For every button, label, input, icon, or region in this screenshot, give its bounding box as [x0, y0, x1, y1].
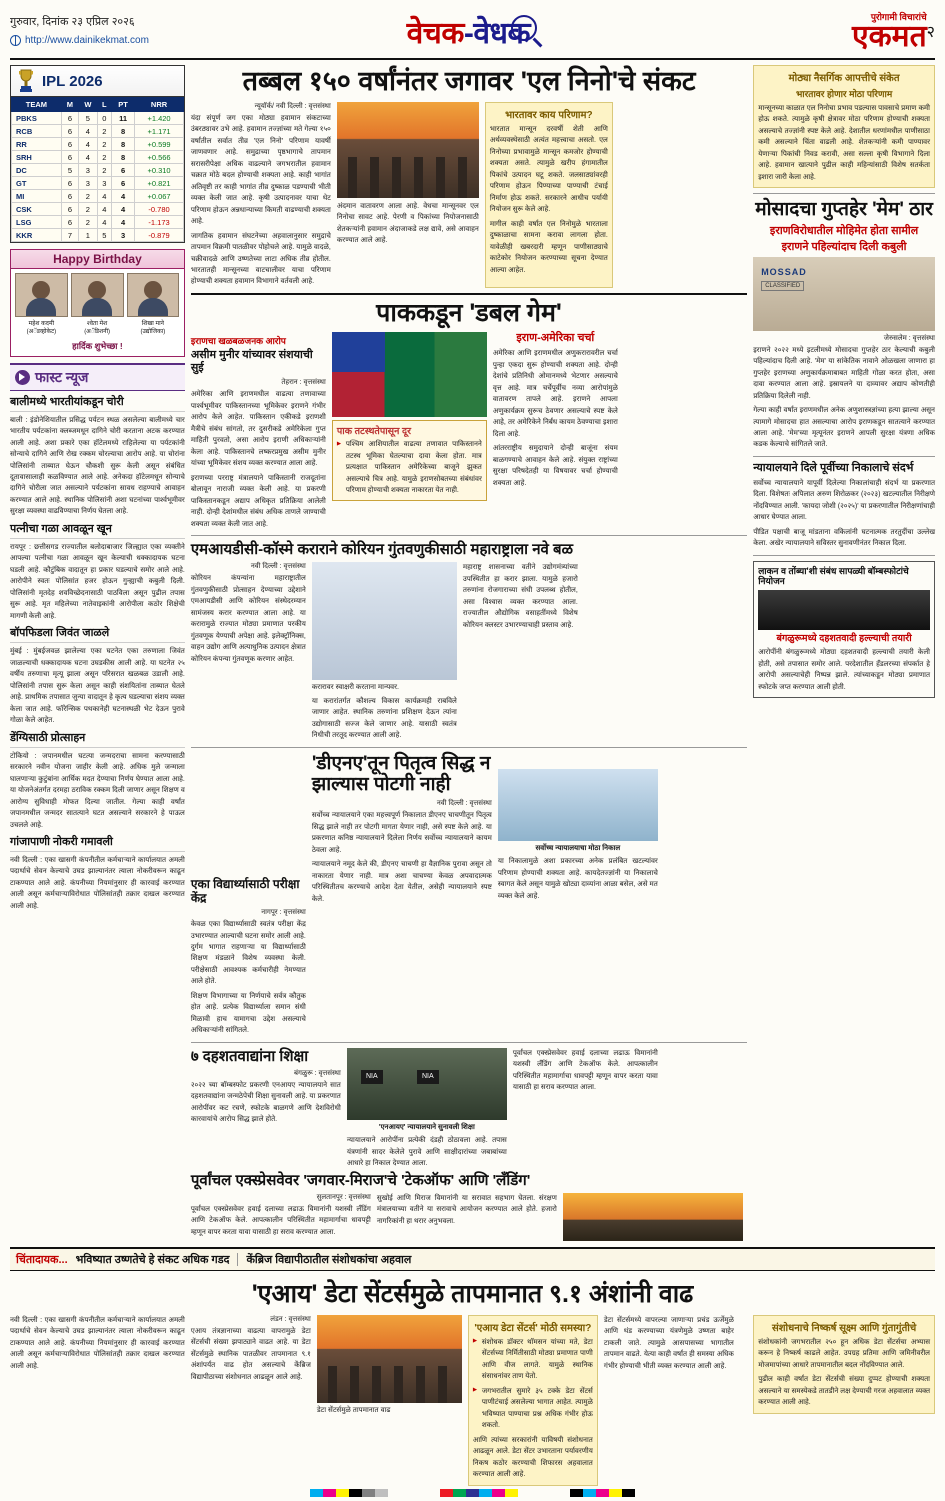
masthead-left	[10, 14, 225, 49]
color-swatch	[310, 1489, 323, 1497]
table-cell: 6	[61, 151, 78, 164]
table-cell: 3	[111, 229, 134, 242]
exam-story	[191, 753, 306, 1037]
column-right	[753, 65, 935, 1241]
news-item-title: गांजापाणी नोकरी गमावली	[10, 836, 185, 852]
terror-text: २०२२ च्या बॉम्बस्फोट प्रकरणी एनआयए न्यायालयाने सात दहशतवाद्यांना जन्मठेपेची शिक्षा सुनावली आहे. या प्रकरणात आरोपींवर कट रचणे, स्फोटके बाळगणे आणि देशविरोधी कारवायांचे आरोप सिद्ध झाले होते.	[190, 1080, 341, 1124]
lead-right-box	[753, 65, 935, 188]
news-item-text: बाली : इंडोनेशियातील प्रसिद्ध पर्यटन स्थळ असलेल्या बालीमध्ये चार भारतीय पर्यटकांना क्लब्जमधून दागिने चोरी करताना अटक करण्यात आली आहे. अशा प्रकारे एका हॉटेलमध्ये राहिलेल्या या पर्यटकांनी सोन्याचे दागिने आणि रोख रक्कम चोरल्याचा आरोप आहे. या चोरांना पोलिसांनी ताब्यात घेऊन चौकशी सुरू केली असून संबंधित दूतावासालाही कळविण्यात आले आहे. अनेकदा हॉटेलमधून सोन्याचे दागिने चोरीला जात असल्याने पर्यटकांना सावध राहण्याचे आवाहन करण्यात आले आहे. स्थानिक पोलिसांनी अशा घटनांच्या पार्श्वभूमीवर सुरक्षा व्यवस्था वाढविण्याचा निर्णय घेतला आहे.	[10, 415, 185, 516]
table-cell: 8	[111, 151, 134, 164]
color-swatch	[440, 1489, 453, 1497]
birthday-name: शिखा माने (उद्योजिका)	[140, 321, 166, 335]
expressway-story	[513, 1048, 658, 1170]
bottom-side-b2: ▶ जगभरातील सुमारे ३५ टक्के डेटा सेंटर्स पाणीटंचाई असलेल्या भागात आहेत. त्यामुळे भविष्यात पाण्याचा प्रश्न अधिक गंभीर होऊ शकतो.	[473, 1386, 593, 1432]
color-swatch	[609, 1489, 622, 1497]
color-swatch	[362, 1489, 375, 1497]
dna-side-text: सर्वोच्च न्यायालयाने यापूर्वी दिलेल्या निकालांचाही संदर्भ या प्रकरणात दिला. विशेषतः अपिलात अरुण शिरोळकर (२०२३) खटल्यातील निरीक्षणे नोंदविण्यात आली. 'कायदा जोशी (२०२५)' या प्रकरणातील निरीक्षणांचाही आधार घेण्यात आला.	[753, 478, 935, 522]
color-swatch	[492, 1489, 505, 1497]
birthday-wish: हार्दिक शुभेच्छा !	[72, 340, 123, 351]
table-cell: 6	[111, 177, 134, 190]
lead-right-title: मोठ्या नैसर्गिक आपत्तीचे संकेत	[788, 73, 900, 84]
news-item-text: रायपूर : छत्तीसगड राज्यातील बलोदाबाजार जिल्ह्यात एका व्यक्तीने आपल्या पत्नीचा गळा आवळून खून केल्याची धक्कादायक घटना घडली आहे. कौटुंबिक वादातून हा प्रकार घडल्याचे समोर आले आहे. आरोपीने स्वतः पोलिसांत हजर होऊन गुन्ह्याची कबुली दिली. पोलिसांनी मृतदेह शवविच्छेदनासाठी पाठविला असून पुढील तपास सुरू आहे. मृत महिलेच्या नातेवाइकांनी आरोपीला कठोर शिक्षेची मागणी केली आहे.	[10, 542, 185, 620]
bottom-right-text: संशोधकांनी जगभरातील २५० हून अधिक डेटा सेंटर्सचा अभ्यास करून हे निष्कर्ष काढले आहेत. उपग्रह प्रतिमा आणि जमिनीवरील मोजमापांच्या आधारे तापमानातील बदल नोंदविण्यात आले.	[758, 1337, 930, 1369]
table-cell: 6	[61, 216, 78, 229]
terror-photo-col	[347, 1048, 507, 1170]
news-item-title: बालीमध्ये भारतीयांकडून चोरी	[10, 396, 185, 412]
page-number: २	[926, 24, 935, 41]
title-left: वेचक	[406, 16, 464, 50]
bottom-center	[191, 1315, 747, 1486]
table-cell: 2	[79, 190, 98, 203]
mossad-headline: मोसादचा गुप्तहेर 'मेम' ठार	[755, 199, 933, 221]
lead-story	[191, 67, 747, 288]
table-cell: +0.821	[135, 177, 184, 190]
mou-text-2: महाराष्ट्र शासनाच्या वतीने उद्योगमंत्र्यांच्या उपस्थितीत हा करार झाला. यामुळे हजारो तरुणांना रोजगाराच्या संधी उपलब्ध होतील, असा विश्वास व्यक्त करण्यात आला. राज्यातील औद्योगिक वसाहतींमध्ये विशेष कोरियन क्लस्टर उभारण्याचाही प्रस्ताव आहे.	[462, 563, 578, 629]
table-cell: KKR	[12, 229, 62, 242]
table-cell: PBKS	[12, 112, 62, 125]
ipl-col-header: PT	[111, 98, 134, 112]
brand-name: एकमत	[852, 20, 927, 54]
table-cell: 2	[97, 164, 111, 177]
table-cell: 7	[61, 229, 78, 242]
exp-text-body: पूर्वांचल एक्स्प्रेसवेवर हवाई दलाच्या लढाऊ विमानांनी यशस्वी लँडिंग आणि टेकऑफ केले. आपत्कालीन परिस्थितीत महामार्गाचा धावपट्टी म्हणून वापर करता यावा यासाठी हा सराव करण्यात आला.	[190, 1204, 371, 1236]
birthday-photos	[11, 269, 184, 321]
bottom-photo-caption: डेटा सेंटर्समुळे तापमानात वाढ	[316, 1405, 391, 1414]
birthday-title: Happy Birthday	[11, 250, 184, 269]
fast-news-label: फास्ट न्यूज	[35, 368, 89, 385]
dna-story	[312, 753, 492, 1037]
table-cell: 4	[97, 203, 111, 216]
pak-subhead-2: असीम मुनीर यांच्यावर संशयाची सुई	[190, 349, 313, 375]
bottom-side-text: आणि त्यांच्या सरकारांनी याविषयी संशोधनात आढळून आले. डेटा सेंटर उभारताना पर्यावरणीय निकष कठोर करण्याची शिफारस अहवालात करण्यात आली आहे.	[472, 1435, 593, 1479]
lead-sidebar-text: भारतात मान्सून दरवर्षी शेती आणि अर्थव्यवस्थेसाठी अत्यंत महत्त्वाचा असतो. एल निनोच्या प्रभावामुळे मान्सून कमजोर होण्याची शक्यता असते. त्यामुळे खरीप हंगामातील पिकांचे उत्पादन घटू शकते. जलसाठ्यांवरही परिणाम होऊन पिण्याच्या पाण्याची टंचाई निर्माण होऊ शकते. सरकारने आधीच पर्यायी नियोजन सुरू केले आहे.	[489, 124, 608, 214]
table-cell: 3	[79, 177, 98, 190]
magnifier-icon	[511, 15, 537, 41]
ipl-col-header: M	[61, 98, 78, 112]
pak-subhead: इराणचा खळबळजनक आरोप	[190, 336, 286, 347]
table-cell: +0.566	[135, 151, 184, 164]
ipl-col-header: L	[97, 98, 111, 112]
mou-text: कोरियन कंपन्यांना महाराष्ट्रातील गुंतवणुकीसाठी प्रोत्साहन देण्याच्या उद्देशाने एमआयडीसी आणि कोरियन संस्थेदरम्यान सामंजस्य करार करण्यात आला आहे. या करारामुळे राज्यात मोठ्या प्रमाणात परकीय गुंतवणूक येण्याची अपेक्षा आहे. इलेक्ट्रॉनिक्स, वाहन उद्योग आणि अत्याधुनिक उत्पादन क्षेत्रात कोरियन कंपन्या गुंतवणूक करणार आहेत.	[190, 574, 306, 663]
table-cell: 0	[97, 112, 111, 125]
color-swatch	[323, 1489, 336, 1497]
table-cell: +1.171	[135, 125, 184, 138]
dna-photo	[498, 769, 658, 841]
table-cell: 6	[61, 190, 78, 203]
column-center	[191, 65, 747, 1241]
ipl-title: IPL 2026	[42, 72, 103, 90]
news-item-text: नवी दिल्ली : एका खासगी कंपनीतील कर्मचाऱ्याने कार्यालयात अमली पदार्थाचे सेवन केल्याचे उघड झाल्यानंतर त्याला नोकरीवरून काढून टाकण्यात आले आहे. कंपनीच्या नियमांनुसार ही कारवाई करण्यात आली असून कर्मचाऱ्याविरोधात पोलिसांतही तक्रार दाखल करण्यात आली आहे.	[10, 855, 185, 910]
mou-photo-caption: करारावर स्वाक्षरी करताना मान्यवर.	[311, 683, 399, 692]
pak-box	[332, 420, 487, 500]
news-item-title: बॉपफिडला जिवंत जाळले	[10, 627, 185, 643]
ipl-header	[11, 66, 184, 97]
table-cell: 5	[97, 229, 111, 242]
table-cell: 4	[97, 216, 111, 229]
expressway-block	[191, 1172, 747, 1241]
lead-sidebar-title: भारतावर काय परिणाम?	[505, 109, 593, 121]
dna-side-text-2: पीडित पक्षाची बाजू मांडताना वकिलांनी घटनात्मक तरतुदींचा उल्लेख केला. अखेर न्यायालयाने सविस्तर सुनावणीनंतर निकाल दिला.	[753, 527, 935, 548]
table-cell: 2	[97, 151, 111, 164]
date-line: गुरुवार, दिनांक २३ एप्रिल २०२६	[10, 15, 135, 28]
mossad-byline: जेरुसलेम : वृत्तसंस्था	[883, 334, 935, 342]
dna-text-2: न्यायालयाने नमूद केले की, डीएनए चाचणी हा वैज्ञानिक पुरावा असून तो नाकारता येणार नाही. मात्र अशा चाचण्या केवळ अपवादात्मक परिस्थितीतच करण्याचे आदेश देता येतील, असेही न्यायालयाने स्पष्ट केले.	[311, 860, 492, 903]
bottom-right	[753, 1315, 935, 1486]
table-cell: 6	[111, 164, 134, 177]
table-cell: 6	[61, 112, 78, 125]
pak-photo	[332, 332, 487, 417]
table-cell: +1.420	[135, 112, 184, 125]
terror-photo: NIA NIA	[347, 1048, 507, 1120]
lead-byline: न्यूयॉर्क/ नवी दिल्ली : वृत्तसंस्था	[254, 102, 331, 110]
masthead	[10, 8, 935, 60]
pak-text-2: इराणच्या परराष्ट्र मंत्रालयाने पाकिस्तानी राजदूतांना बोलावून नाराजी व्यक्त केली आहे. या प्रकरणी पाकिस्तानकडून अद्याप अधिकृत प्रतिक्रिया आलेली नाही. दोन्ही देशांमधील संबंध अधिक ताणले जाण्याची शक्यता व्यक्त केली जात आहे.	[190, 473, 326, 528]
birthday-names	[11, 321, 184, 339]
table-row	[12, 151, 184, 164]
lead-sidebar-text-2: मागील काही वर्षांत एल निनोमुळे भारताला दुष्काळाचा सामना करावा लागला होता. यावेळीही खबरदारी म्हणून पाणीसाठ्याचे काटेकोर नियोजन करण्याच्या सूचना देण्यात आल्या आहेत.	[489, 219, 608, 274]
dna-byline: नवी दिल्ली : वृत्तसंस्था	[436, 800, 492, 808]
dna-side	[753, 462, 935, 550]
table-cell: 8	[111, 125, 134, 138]
table-cell: -0.879	[135, 229, 184, 242]
globe-icon	[10, 35, 21, 46]
table-cell: 5	[61, 164, 78, 177]
table-cell: CSK	[12, 203, 62, 216]
exp-text-2: सुखोई आणि मिराज विमानांनी या सरावात सहभाग घेतला. संरक्षण मंत्रालयाच्या वतीने या सरावाचे आयोजन करण्यात आले होते. हजारो नागरिकांनी हा थरार अनुभवला.	[376, 1193, 557, 1225]
mou-headline: एमआयडीसी-कॉस्मे कराराने कोरियन गुंतवणुकीसाठी महाराष्ट्राला नवे बळ	[190, 541, 574, 559]
lead-right-text: मान्सूनच्या काळात एल निनोचा प्रभाव पडल्यास पावसाचे प्रमाण कमी होऊ शकते. त्यामुळे कृषी क्षेत्रावर मोठा परिणाम होण्याची शक्यता असल्याचे तज्ज्ञांनी स्पष्ट केले आहे. देशातील धरणांमधील पाणीसाठा कमी असल्याने चिंता वाढली आहे. शेतकऱ्यांनी कमी पाण्यावर येणाऱ्या पिकांची निवड करावी, असा सल्ला कृषी विभागाने दिला आहे. हवामान खात्याने पुढील काही महिन्यांसाठी विशेष सतर्कता इशारा जारी केला आहे.	[758, 104, 930, 181]
table-row	[12, 229, 184, 242]
dna-photo-caption: सर्वोच्च न्यायालयाचा मोठा निकाल	[535, 843, 621, 852]
table-cell: DC	[12, 164, 62, 177]
table-cell: 6	[61, 125, 78, 138]
list-item[interactable]	[10, 732, 185, 831]
terror-row	[191, 1048, 747, 1170]
table-cell: 5	[79, 112, 98, 125]
table-cell: 4	[79, 151, 98, 164]
table-cell: 8	[111, 138, 134, 151]
table-row	[12, 203, 184, 216]
table-cell: 4	[79, 125, 98, 138]
table-row	[12, 216, 184, 229]
masthead-title	[225, 11, 712, 52]
table-cell: +0.310	[135, 164, 184, 177]
table-cell: +0.067	[135, 190, 184, 203]
bottom-story	[10, 1276, 935, 1486]
mou-photo	[312, 562, 457, 680]
exp-text: पूर्वांचल एक्स्प्रेसवेवर हवाई दलाच्या लढाऊ विमानांनी यशस्वी लँडिंग आणि टेकऑफ केले. आपत्कालीन परिस्थितीत महामार्गाचा धावपट्टी म्हणून वापर करता यावा यासाठी हा सराव करण्यात आला.	[512, 1048, 658, 1092]
table-cell: 2	[97, 138, 111, 151]
color-swatch	[570, 1489, 583, 1497]
terror-text-2: न्यायालयाने आरोपींना प्रत्येकी दंडही ठोठावला आहे. तपास यंत्रणांनी सादर केलेले पुरावे आणि साक्षीदारांच्या जबाबांच्या आधारे हा निकाल देण्यात आला.	[346, 1136, 507, 1168]
lock-photo	[758, 590, 930, 630]
ipl-col-header: TEAM	[12, 98, 62, 112]
color-swatch	[466, 1489, 479, 1497]
bottom-right-text-2: पुढील काही वर्षांत डेटा सेंटर्सची संख्या दुप्पट होण्याची शक्यता असल्याने या समस्येकडे तातडीने लक्ष देण्याची गरज अहवालात व्यक्त करण्यात आली आहे.	[758, 1375, 930, 1407]
mossad-text: इराणने २०२२ मध्ये इटलीमध्ये मोसादचा गुप्तहेर ठार केल्याची कबुली पहिल्यांदाच दिली आहे. 'मेम' या सांकेतिक नावाने ओळखला जाणारा हा गुप्तहेर इराणच्या अणुकार्यक्रमाबाबत माहिती गोळा करत होता, असा दावा करण्यात आला आहे. इस्रायलने या दाव्यावर अद्याप कोणतीही प्रतिक्रिया दिलेली नाही.	[753, 345, 935, 400]
color-swatch	[596, 1489, 609, 1497]
pak-box-title: पाक तटस्थतेपासून दूर	[336, 426, 411, 438]
fast-news-header	[10, 363, 185, 391]
mou-story	[191, 541, 747, 742]
terror-byline: बंगळुरू : वृत्तसंस्था	[293, 1069, 341, 1077]
table-cell: -1.173	[135, 216, 184, 229]
terror-side	[753, 561, 935, 698]
play-icon	[15, 370, 30, 385]
mou-byline: नवी दिल्ली : वृत्तसंस्था	[250, 563, 306, 571]
lead-right-sub: भारतावर होणार मोठा परिणाम	[795, 89, 893, 99]
bottom-byline: लंडन : वृत्तसंस्था	[270, 1315, 311, 1323]
bottom-text-2: डेटा सेंटर्समध्ये वापरल्या जाणाऱ्या प्रचंड ऊर्जेमुळे आणि थंड करण्याच्या यंत्रणेमुळे उष्णता बाहेर टाकली जाते. त्यामुळे आसपासच्या भागातील तापमान वाढते. येत्या काही वर्षांत ही समस्या अधिक गंभीर होण्याची भीती व्यक्त करण्यात आली आहे.	[603, 1315, 734, 1370]
table-cell: RR	[12, 138, 62, 151]
brand-tagline: पुरोगामी विचारांचे	[870, 12, 927, 23]
terror-photo-caption: 'एनआयए' न्यायालयाने सुनावली शिक्षा	[378, 1122, 475, 1131]
bottom-right-title: संशोधनाचे निष्कर्ष सूक्ष्म आणि गुंतागुंतीचे	[771, 1322, 917, 1334]
terror-side-sub: बंगळुरूमध्ये दहशतवादी हल्ल्याची तयारी	[776, 633, 912, 645]
color-swatch	[336, 1489, 349, 1497]
color-swatch	[479, 1489, 492, 1497]
terror-side-title: लाकन व तोंब्या'शी संबंध सापळ्यी बॉम्बस्फोटांचे नियोजन	[758, 565, 909, 587]
terror-side-text: आरोपींनी बंगळुरूमध्ये मोठ्या दहशतवादी हल्ल्याची तयारी केली होती, असे तपासात समोर आले. परदेशातील हँडलरच्या संपर्कात हे आरोपी असल्याचेही निष्पन्न झाले. त्यांच्याकडून मोठ्या प्रमाणात स्फोटके जप्त करण्यात आली होती.	[758, 648, 930, 691]
pak-mid-text-2: आंतरराष्ट्रीय समुदायाने दोन्ही बाजूंना संयम बाळगण्याचे आवाहन केले आहे. संयुक्त राष्ट्रांच्या सुरक्षा परिषदेतही या विषयावर चर्चा होण्याची शक्यता आहे.	[492, 444, 618, 487]
bottom-left-text: नवी दिल्ली : एका खासगी कंपनीतील कर्मचाऱ्याने कार्यालयात अमली पदार्थाचे सेवन केल्याचे उघड झाल्यानंतर त्याला नोकरीवरून काढून टाकण्यात आले आहे. कंपनीच्या नियमांनुसार ही कारवाई करण्यात आली असून कर्मचाऱ्याविरोधात पोलिसांतही तक्रार दाखल करण्यात आली आहे.	[10, 1315, 185, 1370]
color-swatch	[453, 1489, 466, 1497]
ipl-col-header: NRR	[135, 98, 184, 112]
color-swatch	[622, 1489, 635, 1497]
table-cell: RCB	[12, 125, 62, 138]
pak-byline: तेहरान : वृत्तसंस्था	[281, 379, 326, 387]
banner-text-1: भविष्यात उष्णतेचे हे संकट अधिक गडद	[75, 1253, 230, 1266]
lead-text-2: जागतिक हवामान संघटनेच्या अहवालानुसार समुद्राचे तापमान विक्रमी पातळीवर पोहोचले आहे. यामुळे वादळे, चक्रीवादळे आणि उष्णतेच्या लाटा अधिक तीव्र होतील. भारतातही मान्सूनच्या वाटचालीवर याचा परिणाम होण्याची शक्यता हवामान विभागाने वर्तवली आहे.	[190, 231, 331, 286]
dna-text: सर्वोच्च न्यायालयाने एका महत्त्वपूर्ण निकालात डीएनए चाचणीतून पितृत्व सिद्ध झाले नाही तर पोटगी मागता येणार नाही, असे स्पष्ट केले आहे. या प्रकरणात कनिष्ठ न्यायालयाने दिलेला निर्णय सर्वोच्च न्यायालयाने कायम ठेवला आहे.	[311, 811, 492, 854]
birthday-name: श्वेता मेश (अॅडिशनी)	[84, 321, 111, 335]
pak-mid-text: अमेरिका आणि इराणमधील अणुकरारावरील चर्चा पुन्हा एकदा सुरू होण्याची शक्यता आहे. दोन्ही देशांचे प्रतिनिधी ओमानमध्ये भेटणार असल्याचे वृत्त आहे. मात्र चर्चेपूर्वीच नव्या आरोपांमुळे वातावरण तापले आहे. इराणने आपला अणुकार्यक्रम सुरूच ठेवणार असल्याचे स्पष्ट केले आहे, तर अमेरिकेने निर्बंध कायम ठेवण्याचा इशारा दिला आहे.	[492, 349, 618, 438]
exam-text-2: शिक्षण विभागाच्या या निर्णयाचे सर्वत्र कौतुक होत आहे. प्रत्येक विद्यार्थ्याला समान संधी मिळावी हाच यामागचा उद्देश असल्याचे अधिकाऱ्यांनी सांगितले.	[190, 991, 306, 1035]
pak-box-text: ▶ पश्चिम आशियातील वाढत्या तणावात पाकिस्तानने तटस्थ भूमिका घेतल्याचा दावा केला होता. मात्र प्रत्यक्षात पाकिस्तान अमेरिकेच्या बाजूने झुकत असल्याचे चित्र आहे. यामुळे इराणसोबतच्या संबंधांवर परिणाम होण्याची शक्यता नाकारता येत नाही.	[337, 439, 482, 496]
news-item-title: पत्नीचा गळा आवळून खून	[10, 523, 185, 539]
table-cell: -0.780	[135, 203, 184, 216]
bottom-left-filler	[10, 1315, 185, 1486]
mossad-sub-2: इराणने पहिल्यांदाच दिली कबुली	[781, 240, 907, 253]
banner-separator	[237, 1253, 238, 1266]
terror-story	[191, 1048, 341, 1170]
epaper-link[interactable]	[10, 33, 225, 48]
color-swatch	[349, 1489, 362, 1497]
exam-text: केवळ एका विद्यार्थ्यासाठी स्वतंत्र परीक्षा केंद्र उभारण्यात आल्याची घटना समोर आली आहे. दुर्गम भागात राहणाऱ्या या विद्यार्थ्यासाठी शिक्षण मंडळाने विशेष व्यवस्था केली. परीक्षेसाठी आवश्यक कर्मचारीही नेमण्यात आले होते.	[190, 920, 306, 986]
birthday-photo	[71, 273, 124, 317]
table-row	[12, 138, 184, 151]
table-cell: 2	[79, 203, 98, 216]
list-item[interactable]	[10, 523, 185, 622]
bottom-side-title: 'एआय डेटा सेंटर्स' मोठी समस्या?	[474, 1322, 592, 1334]
exp-photo	[563, 1193, 743, 1241]
table-row	[12, 177, 184, 190]
table-cell: 4	[79, 138, 98, 151]
color-swatch	[375, 1489, 388, 1497]
mossad-photo: CLASSIFIED MOSSAD	[753, 257, 935, 331]
exp-byline: सुलतानपूर : वृत्तसंस्था	[316, 1193, 371, 1201]
mou-text-3: या करारांतर्गत कौशल्य विकास कार्यक्रमही राबविले जाणार आहेत. स्थानिक तरुणांना प्रशिक्षण देऊन त्यांना उद्योगासाठी सज्ज केले जाणार आहे. यासाठी स्वतंत्र निधीची तरतूद करण्यात आली आहे.	[311, 696, 457, 740]
table-cell: +0.599	[135, 138, 184, 151]
bottom-headline: 'एआय' डेटा सेंटर्समुळे तापमानात ९.१ अंशांनी वाढ	[251, 1279, 694, 1308]
table-cell: GT	[12, 177, 62, 190]
news-item-title: डेंग्यिसाठी प्रोत्साहन	[10, 732, 185, 748]
table-row	[12, 190, 184, 203]
epaper-url: http://www.dainikekmat.com	[25, 35, 149, 47]
birthday-box	[10, 249, 185, 357]
bottom-banner	[10, 1247, 935, 1271]
color-registration-bar	[0, 1489, 945, 1497]
birthday-photo	[15, 273, 68, 317]
top-section	[10, 65, 935, 1241]
list-item[interactable]	[10, 836, 185, 912]
lead-headline: तब्बल १५० वर्षांनंतर जगावर 'एल निनो'चे संकट	[242, 66, 696, 96]
birthday-photo	[127, 273, 180, 317]
banner-text-2: केंब्रिज विद्यापीठातील संशोधकांचा अहवाल	[246, 1253, 412, 1266]
table-cell: 6	[61, 203, 78, 216]
mossad-sub: इराणविरोधातील मोहिमेत होता सामील	[769, 224, 919, 237]
table-row	[12, 125, 184, 138]
list-item[interactable]	[10, 627, 185, 726]
trophy-icon	[16, 68, 36, 94]
dna-row	[191, 753, 747, 1037]
dna-headline: 'डीएनए'तून पितृत्व सिद्ध न झाल्यास पोटगी नाही	[311, 752, 491, 795]
table-cell: 3	[97, 177, 111, 190]
table-cell: MI	[12, 190, 62, 203]
table-cell: 4	[111, 216, 134, 229]
pak-headline: पाककडून 'डबल गेम'	[376, 298, 562, 327]
terror-headline: ७ दहशतवाद्यांना शिक्षा	[190, 1047, 309, 1065]
table-cell: 4	[97, 190, 111, 203]
table-cell: 1	[79, 229, 98, 242]
table-cell: 2	[97, 125, 111, 138]
color-swatch	[583, 1489, 596, 1497]
table-cell: SRH	[12, 151, 62, 164]
list-item[interactable]	[10, 396, 185, 518]
table-row	[12, 164, 184, 177]
ipl-col-header: W	[79, 98, 98, 112]
pak-text: अमेरिका आणि इराणमधील वाढत्या तणावाच्या पार्श्वभूमीवर पाकिस्तानच्या भूमिकेवर इराणने गंभीर आरोप केले आहेत. पाकिस्तान एकीकडे इराणशी मैत्रीचे संबंध सांगतो, तर दुसरीकडे अमेरिकेला गुप्त माहिती पुरवतो, असा आरोप इराणी अधिकाऱ्यांनी केला आहे. पाकिस्तानचे लष्करप्रमुख असीम मुनीर यांच्या भूमिकेवर संशय व्यक्त करण्यात आला आहे.	[190, 390, 326, 468]
pak-story	[191, 300, 747, 530]
birthday-name: महेश कदमी (अॅडव्होकेट)	[26, 321, 57, 335]
exp-headline: पूर्वांचल एक्स्प्रेसवेवर 'जगवार-मिराज'चे 'टेकऑफ' आणि 'लँडिंग'	[190, 1171, 531, 1189]
lead-photo	[337, 102, 479, 198]
table-cell: 4	[111, 190, 134, 203]
exam-headline: एका विद्यार्थ्यासाठी परीक्षा केंद्र	[190, 876, 300, 905]
table-cell: 2	[79, 216, 98, 229]
table-cell: 3	[79, 164, 98, 177]
news-item-text: टोकियो : जपानमधील घटत्या जन्मदराचा सामना करण्यासाठी सरकारने नवीन योजना जाहीर केली आहे. अधिक मुले जन्माला घालणाऱ्या कुटुंबांना आर्थिक मदत देण्याचा निर्णय घेण्यात आला आहे. या योजनेअंतर्गत दरमहा ठराविक रक्कम दिली जाणार असून शिक्षण व आरोग्य सुविधाही मोफत दिल्या जातील. गेल्या काही वर्षांत जपानमधील जन्मदर सातत्याने घटत असल्याने सरकारने हे पाऊल उचलले आहे.	[10, 751, 185, 829]
table-cell: 6	[61, 138, 78, 151]
bottom-text: एआय तंत्रज्ञानाच्या वाढत्या वापरामुळे डेटा सेंटर्सची संख्या झपाट्याने वाढत आहे. या डेटा सेंटर्समुळे स्थानिक पातळीवर तापमानात ९.१ अंशांपर्यंत वाढ होत असल्याचे केंब्रिज विद्यापीठाच्या संशोधनात आढळून आले आहे.	[190, 1326, 311, 1381]
ipl-table	[11, 97, 184, 242]
mossad-story	[753, 199, 935, 451]
mossad-text-2: गेल्या काही वर्षांत इराणमधील अनेक अणुशास्त्रज्ञांच्या हत्या झाल्या असून त्यामागे मोसादचा हात असल्याचा आरोप इराणकडून सातत्याने करण्यात आला आहे. 'मेम'च्या मृत्यूनंतर इराणने आपली सुरक्षा यंत्रणा अधिक कडक केल्याचे सांगितले जाते.	[753, 406, 935, 449]
column-left	[10, 65, 185, 1241]
exam-byline: नागपूर : वृत्तसंस्था	[261, 909, 306, 917]
dna-text-3: या निकालामुळे अशा प्रकारच्या अनेक प्रलंबित खटल्यांवर परिणाम होण्याची शक्यता आहे. कायदेतज्ज्ञांनी या निकालाचे स्वागत केले असून यामुळे खोट्या दाव्यांना आळा बसेल, असे मत व्यक्त केले आहे.	[497, 857, 658, 900]
banner-label: चिंतादायक...	[16, 1253, 68, 1266]
table-cell: LSG	[12, 216, 62, 229]
bottom-side-b1: ▶ संशोधक डॉक्टर थॉमसन यांच्या मते, डेटा सेंटर्सच्या निर्मितीसाठी मोठ्या प्रमाणात पाणी आणि वीज लागते. यामुळे स्थानिक संसाधनांवर ताण येतो.	[473, 1337, 593, 1383]
masthead-brand	[712, 10, 927, 52]
table-cell: 11	[111, 112, 134, 125]
pak-mid-title: इराण-अमेरिका चर्चा	[516, 332, 595, 345]
bottom-photo	[317, 1315, 462, 1403]
lead-text: यंदा संपूर्ण जग एका मोठ्या हवामान संकटाच्या उंबरठ्यावर उभे आहे. हवामान तज्ज्ञांच्या मते गेल्या १५० वर्षांतील सर्वात तीव्र 'एल निनो' परिणाम यावर्षी जाणवणार आहे. समुद्राच्या पृष्ठभागाचे तापमान सरासरीपेक्षा अधिक वाढल्याने जगभरातील हवामान चक्रात मोठे बदल होण्याची शक्यता आहे. काही भागांत अतिवृष्टी तर काही भागांत तीव्र दुष्काळ पडण्याची भीती व्यक्त केली जात आहे. कृषी उत्पादनावर याचा थेट परिणाम होऊन अन्नधान्याच्या किमती वाढण्याची शक्यता आहे.	[190, 113, 331, 226]
dna-photo-col	[498, 753, 658, 1037]
dna-side-title: न्यायालयाने दिले पूर्वीच्या निकालाचे संदर्भ	[753, 461, 914, 474]
table-cell: 6	[61, 177, 78, 190]
news-item-text: मुंबई : मुंबईजवळ झालेल्या एका घटनेत एका तरुणाला जिवंत जाळल्याची धक्कादायक घटना उघडकीस आली आहे. या घटनेत २५ वर्षीय तरुणाचा मृत्यू झाला असून परिसरात खळबळ उडाली आहे. पोलिसांनी तपास सुरू केला असून काही संशयितांना ताब्यात घेतले आहे. प्राथमिक तपासात जुन्या वादातून हे कृत्य घडल्याचा संशय व्यक्त केला जात आहे. फॉरेन्सिक पथकानेही घटनास्थळी भेट देऊन पुरावे गोळा केले आहेत.	[10, 647, 185, 725]
table-row	[12, 112, 184, 125]
lead-photo-caption: अंदमान वातावरण आला आहे. वेधचा मान्सूनवर एल निनोचा सावट आहे. पेरणी व पिकांच्या नियोजनासाठी शेतकऱ्यांनी हवामान अंदाजाकडे लक्ष द्यावे, असे आवाहन करण्यात आले आहे.	[336, 201, 479, 245]
fast-news-list	[10, 396, 185, 913]
ipl-points-table	[10, 65, 185, 243]
title-right: -वेधक	[463, 16, 531, 50]
color-swatch	[505, 1489, 518, 1497]
table-cell: 4	[111, 203, 134, 216]
